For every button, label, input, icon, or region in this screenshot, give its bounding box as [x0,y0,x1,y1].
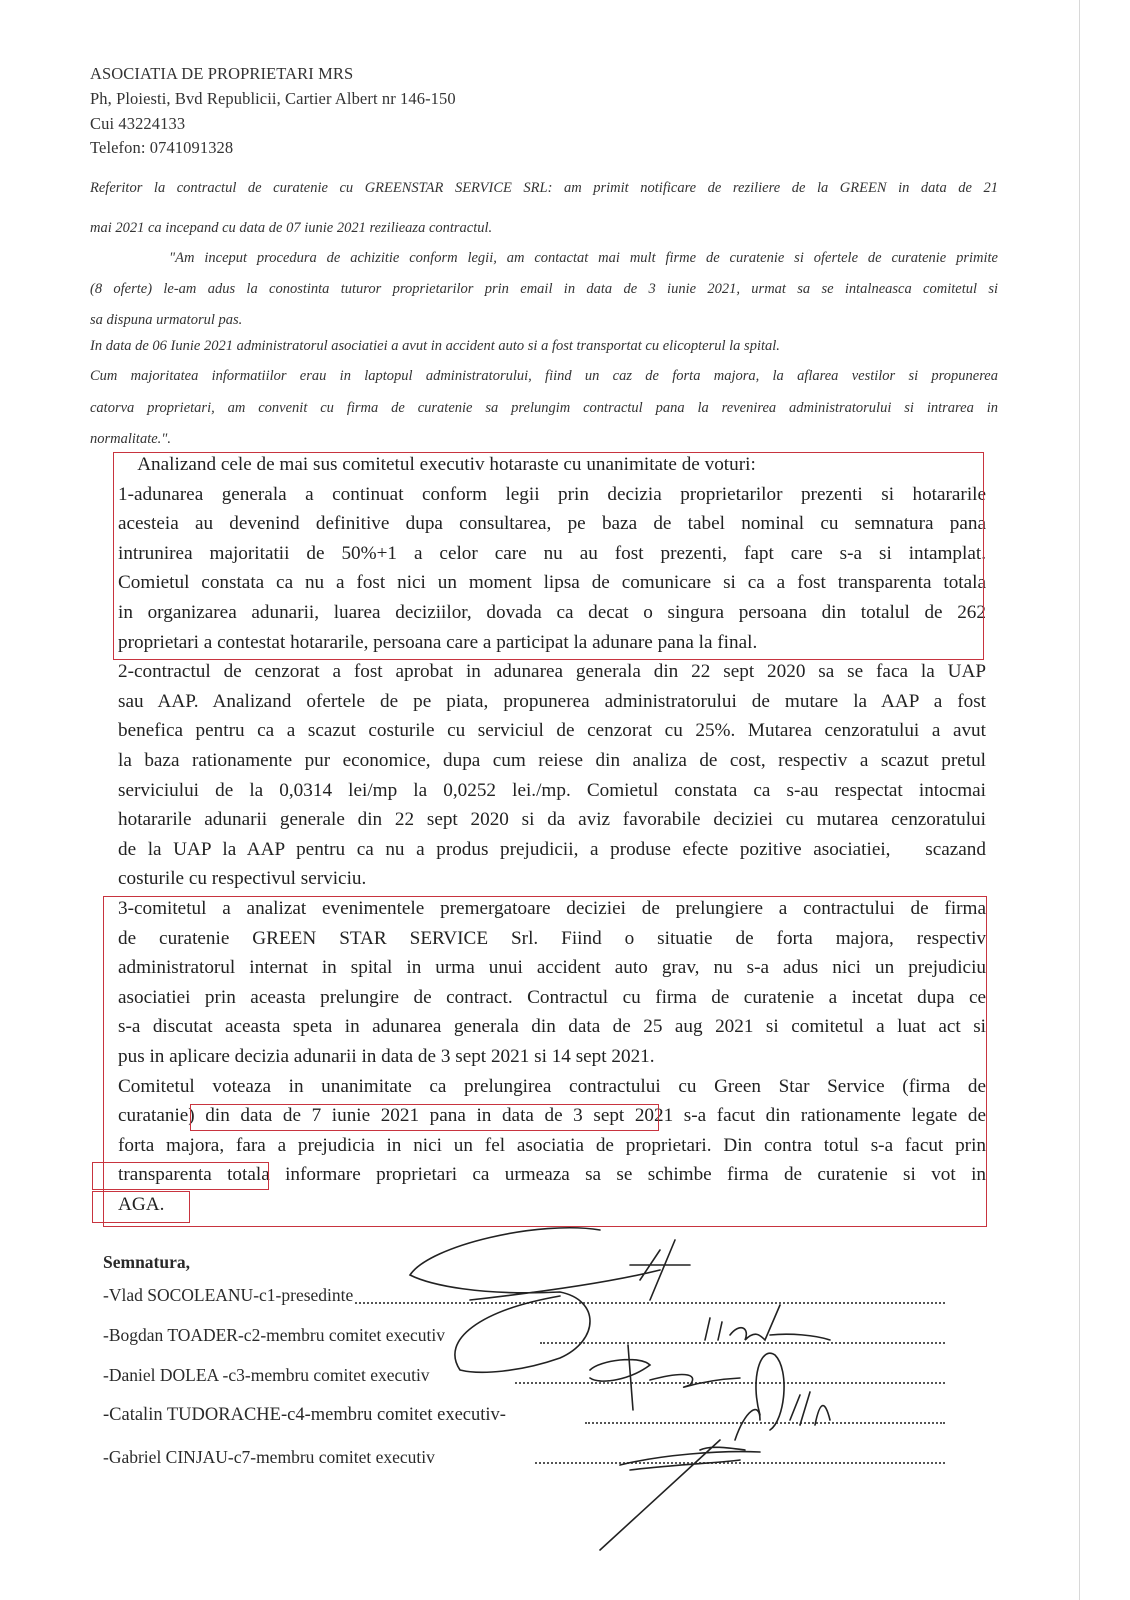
association-address: Ph, Ploiesti, Bvd Republicii, Cartier Albert nr 146-150 [90,89,456,108]
body-line: in organizarea adunarii, luarea deciziilor, dovada ca decat o singura persoana din totalul de 262 [118,602,986,623]
signatory-2: -Bogdan TOADER-c2-membru comitet executiv [103,1325,445,1345]
body-line: sau AAP. Analizand ofertele de pe piata, propunerea administratorului de mutare la AAP a fost [118,690,986,712]
body-line: pus in aplicare decizia adunarii in data de 3 sept 2021 si 14 sept 2021. [118,1046,655,1067]
signature-4 [735,1353,830,1440]
signature-title: Semnatura, [103,1252,191,1272]
intro-line: Cum majoritatea informatiilor erau in laptopul administratorului, fiind un caz de forta majora, la aflarea vestilor si propunerea [90,368,998,384]
association-name: ASOCIATIA DE PROPRIETARI MRS [90,64,354,83]
body-line: curatanie) din data de 7 iunie 2021 pana in data de 3 sept 2021 s-a facut din rationamente legate de [118,1105,986,1127]
body-line: acesteia au devenind definitive dupa consultarea, pe baza de tabel nominal cu semnatura pana [118,513,986,535]
intro-line: (8 oferte) le-am adus la conostinta tuturor proprietarilor prin email in data de 3 iunie 2021, urmat sa se intalneasca comitetul si [90,281,998,297]
body-line: de curatenie GREEN STAR SERVICE Srl. Fiind o situatie de forta majora, respectiv [118,927,986,949]
body-line: proprietari a contestat hotararile, persoana care a participat la adunare pana la final. [118,631,758,653]
body-line: intrunirea majoritatii de 50%+1 a celor care nu au fost prezenti, fapt care s-a si intamplat. [118,542,986,564]
signatory-1: -Vlad SOCOLEANU-c1-presedinte [103,1285,354,1305]
body-line: transparenta totala informare proprietari ca urmeaza sa se schimbe firma de curatenie si vot in [118,1164,986,1186]
body-line: la baza rationamente pur economice, dupa cum reiese din analiza de cost, respectiv a scazut pretul [118,750,986,771]
signatory-3: -Daniel DOLEA -c3-membru comitet executiv [103,1365,430,1385]
body-line: Comitetul voteaza in unanimitate ca prelungirea contractului cu Green Star Service (firma de [118,1075,986,1097]
body-line: 2-contractul de cenzorat a fost aprobat in adunarea generala din 22 sept 2020 sa se faca la UAP [118,661,986,683]
body-line: hotararile adunarii generale din 22 sept 2020 si da aviz favorabile deciziei cu mutarea cenzoratului [118,809,986,831]
body-line: forta majora, fara a prejudicia in nici un fel asociatia de proprietari. Din contra totul s-a facut prin [118,1134,986,1156]
body-line: Analizand cele de mai sus comitetul executiv hotaraste cu unanimitate de voturi: [118,454,756,475]
body-line: costurile cu respectivul serviciu. [118,868,367,890]
intro-line: Referitor la contractul de curatenie cu GREENSTAR SERVICE SRL: am primit notificare de reziliere de la GREEN in data de 21 [90,180,998,196]
signature-1 [410,1228,690,1372]
body-line: s-a discutat aceasta speta in adunarea generala din data de 25 aug 2021 si comitetul a luat act si [118,1016,986,1038]
signature-3 [590,1345,740,1410]
association-cui: Cui 43224133 [90,114,186,133]
body-line: 1-adunarea generala a continuat conform legii prin decizia proprietarilor prezenti si hotararile [118,483,986,505]
intro-line: normalitate.". [90,431,172,447]
intro-line: sa dispuna urmatorul pas. [90,312,243,328]
body-line: Comietul constata ca nu a fost nici un moment lipsa de comunicare si ca a fost transparenta totala [118,572,986,594]
body-line: de la UAP la AAP pentru ca nu a produs prejudicii, a produse efecte pozitive asociatiei, scazand [118,838,986,860]
intro-line: catorva proprietari, am convenit cu firma de curatenie sa prelungim contractul pana la revenirea administratorului si intrarea in [90,400,998,416]
signature-5 [600,1440,760,1550]
intro-line: In data de 06 Iunie 2021 administratorul asociatiei a avut in accident auto si a fost transportat cu elicopterul la spital. [90,338,780,354]
association-phone: Telefon: 0741091328 [90,138,234,157]
body-line: administratorul internat in spital in urma unui accident auto grav, nu s-a adus nici un prejudiciu [118,957,986,979]
body-line: benefica pentru ca a scazut costurile cu serviciul de cenzorat cu 25%. Mutarea cenzoratului a avut [118,720,986,742]
intro-line: mai 2021 ca incepand cu data de 07 iunie 2021 rezilieaza contractul. [90,220,493,236]
body-line: asociatiei prin aceasta prelungire de contract. Contractul cu firma de curatenie a incetat dupa ce [118,986,986,1008]
signatory-4: -Catalin TUDORACHE-c4-membru comitet executiv- [103,1405,506,1425]
body-line: 3-comitetul a analizat evenimentele premergatoare deciziei de prelungiere a contractului de firma [118,898,986,919]
body-line: AGA. [118,1194,165,1215]
intro-line: "Am inceput procedura de achizitie conform legii, am contactat mai mult firme de curatenie si ofertele de curatenie primite [90,250,998,266]
signatory-5: -Gabriel CINJAU-c7-membru comitet executiv [103,1447,435,1467]
signature-2 [705,1305,830,1340]
body-line: serviciului de la 0,0314 lei/mp la 0,0252 lei./mp. Comietul constata ca s-au respectat intocmai [118,779,986,801]
